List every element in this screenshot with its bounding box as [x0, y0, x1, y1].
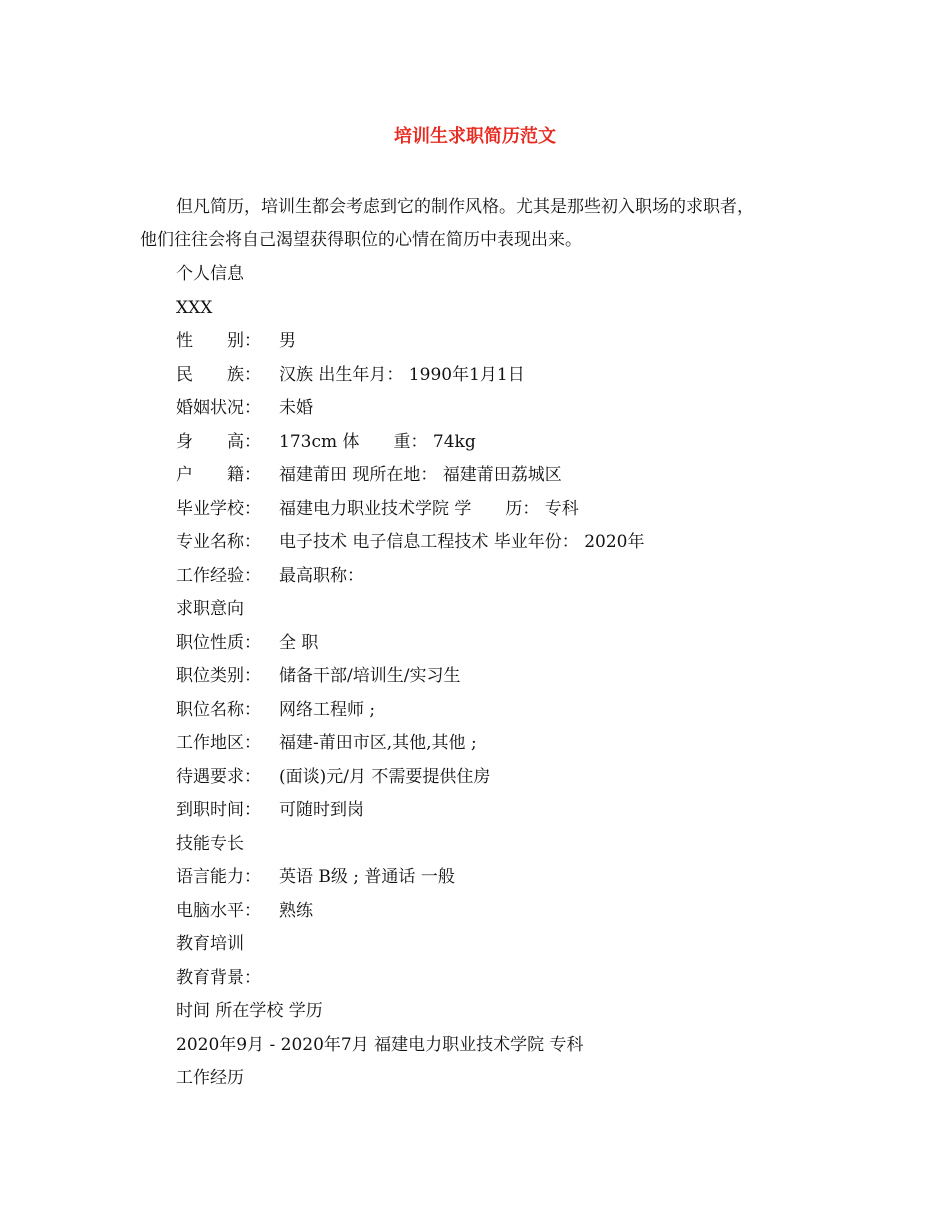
field-label: 工作地区： [176, 733, 261, 753]
field-value: 汉族 出生年月： 1990年1月1日 [279, 364, 525, 385]
field-major [176, 526, 876, 560]
field-value: 男 [279, 331, 296, 351]
intro-paragraph [140, 191, 820, 257]
field-value: 网络工程师 ; [279, 699, 376, 720]
section-heading-intention: 求职意向 [176, 599, 244, 619]
document-title: 培训生求职简历范文 [394, 126, 556, 147]
field-label: 身 高： [176, 431, 261, 452]
field-label: 毕业学校： [176, 498, 261, 519]
field-label: 职位名称： [176, 699, 261, 720]
field-value: 173cm 体 重： 74kg [279, 431, 476, 452]
field-label: 婚姻状况： [176, 398, 261, 418]
field-label: 到职时间： [176, 800, 261, 820]
field-value: 未婚 [279, 398, 313, 418]
section-heading-education: 教育培训 [176, 934, 244, 954]
field-salary [176, 761, 876, 795]
field-label: 职位类别： [176, 666, 261, 686]
field-experience [176, 560, 876, 594]
field-label: 专业名称： [176, 532, 261, 552]
field-label: 待遇要求： [176, 766, 261, 787]
field-computer [176, 895, 876, 929]
field-label: 性 别： [176, 331, 261, 351]
resume-body [176, 258, 876, 1096]
field-job-category [176, 660, 876, 694]
field-label: 职位性质： [176, 632, 261, 653]
education-table-header: 时间 所在学校 学历 [176, 1001, 323, 1021]
field-ethnicity [176, 359, 876, 393]
field-value: 可随时到岗 [279, 800, 364, 820]
field-value: 福建电力职业技术学院 学 历： 专科 [279, 498, 579, 519]
field-value: 福建-莆田市区,其他,其他 ; [279, 733, 477, 753]
field-job-position [176, 694, 876, 728]
field-label: 电脑水平： [176, 900, 261, 921]
field-work-area [176, 727, 876, 761]
field-value: (面谈)元/月 不需要提供住房 [279, 766, 491, 787]
section-heading-skills: 技能专长 [176, 833, 244, 854]
field-marital [176, 392, 876, 426]
field-label: 工作经验： [176, 565, 261, 586]
education-background-label: 教育背景： [176, 967, 261, 988]
field-value: 英语 B级 ; 普通话 一般 [279, 867, 455, 887]
field-language [176, 861, 876, 895]
field-value: 电子技术 电子信息工程技术 毕业年份： 2020年 [279, 532, 645, 552]
field-label: 民 族： [176, 364, 261, 385]
field-school [176, 493, 876, 527]
field-value: 最高职称： [279, 565, 364, 586]
intro-line-2: 他们往往会将自己渴望获得职位的心情在简历中表现出来。 [140, 230, 582, 250]
section-heading-work: 工作经历 [176, 1068, 244, 1088]
field-value: 熟练 [279, 900, 313, 921]
section-heading-personal: 个人信息 [176, 264, 244, 284]
field-start-time [176, 794, 876, 828]
field-label: 户 籍： [176, 465, 261, 485]
field-value: 储备干部/培训生/实习生 [279, 666, 461, 686]
intro-line-1: 但凡简历，培训生都会考虑到它的制作风格。尤其是那些初入职场的求职者， [176, 197, 754, 217]
name-value: XXX [176, 297, 213, 318]
education-row: 2020年9月 - 2020年7月 福建电力职业技术学院 专科 [176, 1034, 584, 1055]
field-label: 语言能力： [176, 867, 261, 887]
field-gender [176, 325, 876, 359]
field-hukou [176, 459, 876, 493]
field-job-nature [176, 627, 876, 661]
field-height [176, 426, 876, 460]
field-value: 全 职 [279, 632, 319, 653]
field-value: 福建莆田 现所在地： 福建莆田荔城区 [279, 465, 562, 485]
